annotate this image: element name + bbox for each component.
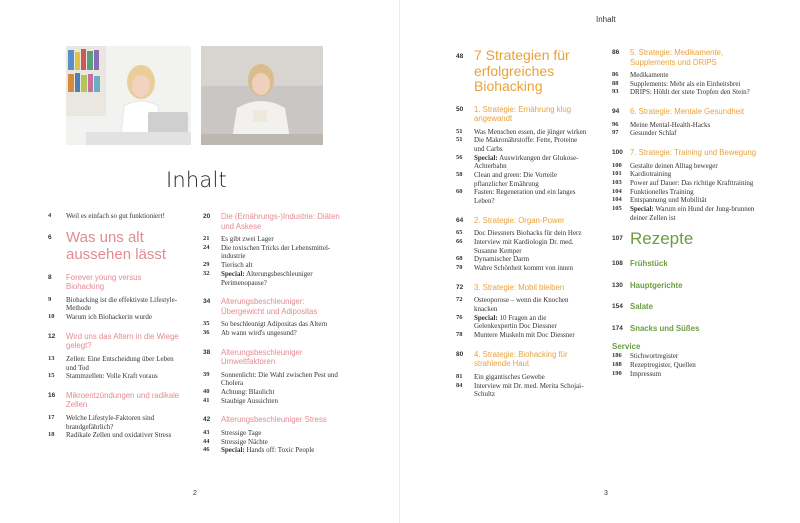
chapter-heading: Was uns alt aussehen lässt bbox=[66, 228, 167, 263]
toc-entry-text: Interview mit Dr. med. Merita Schojai-Schultz bbox=[474, 381, 584, 399]
page-ref: 64 bbox=[456, 216, 464, 224]
toc-entry-text: Warum ich Biohackerin wurde bbox=[66, 313, 152, 322]
page-ref: 103 bbox=[612, 178, 622, 186]
page-ref: 43 bbox=[203, 428, 210, 436]
toc-row-entry bbox=[456, 373, 588, 382]
running-header: Inhalt bbox=[596, 15, 616, 24]
toc-entry-text: Gesunder Schlaf bbox=[630, 129, 677, 138]
toc-entry-text: Die toxischen Tricks der Lebensmittel-industrie bbox=[221, 243, 331, 261]
section-heading: 5. Strategie: Medikamente, Supplements und DRIPS bbox=[630, 48, 724, 67]
entry-title: Hands off: Toxic People bbox=[244, 446, 315, 455]
toc-entry-text: Supplements: Mehr als ein Einheitsbrei bbox=[630, 79, 741, 88]
page-ref: 20 bbox=[203, 213, 211, 220]
toc-row-service bbox=[612, 343, 762, 352]
toc-entry-text: Die Makronährstoffe: Fette, Proteine und Carbs bbox=[474, 136, 578, 153]
page-ref: 60 bbox=[456, 188, 463, 196]
service-heading: Service bbox=[612, 342, 641, 352]
toc-row-h3 bbox=[612, 259, 762, 269]
page-ref: 188 bbox=[612, 360, 622, 368]
page-title: Inhalt bbox=[166, 168, 227, 192]
toc-row-entry bbox=[48, 296, 180, 313]
page-ref: 88 bbox=[612, 79, 619, 87]
section-heading: Die (Ernährungs-)Industrie: Diäten und Askese bbox=[221, 212, 340, 231]
toc-row-entry bbox=[456, 154, 588, 171]
page-ref: 186 bbox=[612, 352, 622, 360]
toc-row-entry bbox=[456, 136, 588, 153]
toc-row-entry bbox=[612, 121, 762, 130]
toc-row-entry bbox=[48, 414, 180, 431]
page-number-left: 2 bbox=[193, 490, 197, 497]
toc-entry-text: Funktionelles Training bbox=[630, 187, 694, 196]
toc-entry-text: Stressige Nächte bbox=[221, 437, 268, 446]
page-ref: 100 bbox=[612, 149, 623, 157]
page-ref: 34 bbox=[203, 298, 211, 306]
toc-entry-text: Muntere Muskeln mit Doc Diessner bbox=[474, 331, 575, 340]
toc-row-entry bbox=[203, 320, 345, 329]
chapter-heading: Rezepte bbox=[630, 229, 694, 249]
toc-column-left-1 bbox=[48, 212, 180, 440]
page-ref: 108 bbox=[612, 260, 623, 268]
section-heading: Alterungsbeschleuniger Stress bbox=[221, 415, 327, 425]
page-ref: 66 bbox=[456, 238, 463, 246]
toc-row-h2 bbox=[48, 273, 180, 292]
toc-row-entry bbox=[456, 331, 588, 340]
section-heading: 6. Strategie: Mentale Gesundheit bbox=[630, 107, 744, 117]
page-ref: 18 bbox=[48, 431, 55, 439]
toc-row-h2 bbox=[203, 212, 345, 231]
page-ref: 105 bbox=[612, 205, 622, 213]
toc-entry-text: Weil es einfach so gut funktioniert! bbox=[66, 212, 165, 220]
toc-row-entry bbox=[456, 382, 588, 399]
photo-woman-laptop bbox=[66, 46, 191, 145]
page-ref: 36 bbox=[203, 328, 210, 336]
page-ref: 76 bbox=[456, 313, 463, 321]
toc-row-entry bbox=[612, 170, 762, 179]
toc-row-h1 bbox=[48, 229, 180, 263]
page-ref: 68 bbox=[456, 255, 463, 263]
toc-row-entry bbox=[456, 314, 588, 331]
toc-entry-text: Es gibt zwei Lager bbox=[221, 235, 274, 243]
page-ref: 130 bbox=[612, 281, 623, 289]
toc-row-entry bbox=[612, 205, 762, 222]
toc-entry-text: DRIPS: Höhlt der stete Tropfen den Stein? bbox=[630, 88, 750, 97]
toc-entry-text: Tierisch alt bbox=[221, 261, 253, 270]
toc-entry-text: Medikamente bbox=[630, 71, 669, 79]
toc-entry-text bbox=[221, 446, 345, 455]
page-ref: 81 bbox=[456, 372, 463, 380]
page-ref: 39 bbox=[203, 370, 210, 378]
toc-entry-text: Biohacking ist die effektivste Lifestyle-Methode bbox=[66, 295, 178, 313]
toc-row-h2 bbox=[203, 348, 345, 367]
page-ref: 107 bbox=[612, 235, 623, 243]
page-ref: 154 bbox=[612, 303, 623, 311]
page-ref: 46 bbox=[203, 446, 210, 454]
page-ref: 44 bbox=[203, 437, 210, 445]
toc-entry-text: Kardiotraining bbox=[630, 170, 672, 179]
toc-entry-text: Power auf Dauer: Das richtige Krafttraining bbox=[630, 178, 754, 187]
toc-entry-text: Sonnenlicht: Die Wahl zwischen Pest und Cholera bbox=[221, 370, 338, 388]
toc-row-h1 bbox=[612, 230, 762, 247]
section-heading: 2. Strategie: Organ-Power bbox=[474, 215, 565, 225]
page-ref: 93 bbox=[612, 88, 619, 96]
page-ref: 86 bbox=[612, 71, 619, 78]
toc-row-entry bbox=[612, 162, 762, 171]
toc-entry-text: Clean and green: Die Vorteile pflanzlicher Ernährung bbox=[474, 171, 557, 188]
section-heading: 7. Strategie: Training und Bewegung bbox=[630, 148, 757, 158]
toc-row-entry bbox=[612, 361, 762, 370]
entry-title: Alterungsbeschleuniger Perimenopause? bbox=[221, 269, 313, 287]
section-heading: 4. Strategie: Biohacking für strahlende Haut bbox=[474, 349, 568, 369]
toc-row-h2 bbox=[456, 216, 588, 226]
special-label: Special: bbox=[221, 269, 245, 278]
toc-row-h2 bbox=[203, 415, 345, 425]
section-heading: Wird uns das Altern in die Wiege gelegt? bbox=[66, 331, 179, 351]
toc-row-entry bbox=[456, 128, 588, 137]
toc-entry-text: Osteoporose – wenn die Knochen knacken bbox=[474, 296, 569, 314]
toc-column-left-2 bbox=[203, 212, 345, 455]
toc-row-entry bbox=[203, 438, 345, 447]
page-ref: 78 bbox=[456, 331, 463, 339]
toc-entry-text: Fasten: Regeneration und ein langes Leben? bbox=[474, 188, 576, 206]
toc-row-entry bbox=[612, 188, 762, 197]
page-ref: 80 bbox=[456, 350, 464, 358]
page-ref: 13 bbox=[48, 354, 55, 362]
section-heading: 1. Strategie: Ernährung klug angewandt bbox=[474, 104, 572, 123]
recipe-category: Snacks und Süßes bbox=[630, 323, 700, 333]
page-ref: 6 bbox=[48, 233, 52, 241]
page-ref: 104 bbox=[612, 187, 622, 195]
toc-entry-text bbox=[630, 205, 762, 222]
toc-row-entry bbox=[48, 372, 180, 381]
page-ref: 17 bbox=[48, 413, 55, 421]
toc-entry-text: Achtung: Blaulicht bbox=[221, 388, 275, 397]
special-label: Special: bbox=[474, 313, 498, 322]
toc-row-entry bbox=[203, 261, 345, 270]
toc-entry-text: Entspannung und Mobilität bbox=[630, 196, 707, 205]
recipe-category: Hauptgerichte bbox=[630, 280, 683, 290]
page-ref: 58 bbox=[456, 171, 463, 179]
entry-title: Warum ein Hund der Jung-brunnen deiner Zellen ist bbox=[630, 205, 755, 222]
page-ref: 190 bbox=[612, 369, 622, 377]
page-ref: 42 bbox=[203, 416, 211, 424]
toc-row-entry bbox=[203, 446, 345, 455]
page-ref: 24 bbox=[203, 243, 210, 251]
page-ref: 4 bbox=[48, 212, 52, 219]
special-label: Special: bbox=[630, 205, 654, 214]
toc-entry-text: Ein gigantisches Gewebe bbox=[474, 372, 545, 381]
page-ref: 9 bbox=[48, 295, 52, 303]
special-label: Special: bbox=[221, 446, 245, 455]
toc-entry-text: Doc Diessners Biohacks für dein Herz bbox=[474, 229, 582, 238]
photo-woman-cup bbox=[201, 46, 323, 145]
section-heading: Alterungsbeschleuniger: Übergewicht und Adipositas bbox=[221, 297, 318, 316]
entry-title: 10 Fragen an die Gelenkexpertin Doc Diessner bbox=[474, 313, 557, 331]
toc-row-entry bbox=[48, 313, 180, 322]
toc-entry-text bbox=[474, 154, 588, 171]
toc-row-entry bbox=[456, 229, 588, 238]
page-ref: 72 bbox=[456, 283, 464, 291]
page-ref: 51 bbox=[456, 136, 463, 144]
page-ref: 35 bbox=[203, 320, 210, 328]
page-ref: 174 bbox=[612, 324, 623, 332]
toc-entry-text: Rezeptregister, Quellen bbox=[630, 360, 696, 369]
page-number-right: 3 bbox=[604, 490, 608, 497]
toc-row-entry bbox=[203, 429, 345, 438]
toc-row-entry bbox=[48, 212, 180, 221]
toc-row-entry bbox=[48, 431, 180, 440]
toc-row-entry bbox=[203, 371, 345, 388]
toc-row-h3 bbox=[612, 302, 762, 312]
page-ref: 38 bbox=[203, 348, 211, 356]
toc-row-entry bbox=[612, 370, 762, 379]
toc-row-entry bbox=[203, 329, 345, 338]
page-ref: 21 bbox=[203, 235, 210, 242]
toc-entry-text: Staubige Aussichten bbox=[221, 396, 278, 405]
toc-entry-text: Welche Lifestyle-Faktoren sind brandgefährlich? bbox=[66, 413, 155, 431]
toc-row-entry bbox=[48, 355, 180, 372]
toc-entry-text: Ab wann wird's ungesund? bbox=[221, 328, 297, 337]
entry-title: Auswirkungen der Glukose-Achterbahn bbox=[474, 153, 579, 171]
chapter-heading: 7 Strategien für erfolgreiches Biohacking bbox=[474, 47, 570, 94]
toc-entry-text: Impressum bbox=[630, 369, 662, 378]
section-heading: 3. Strategie: Mobil bleiben bbox=[474, 282, 565, 292]
toc-row-entry bbox=[203, 244, 345, 261]
toc-row-h2 bbox=[612, 148, 762, 158]
page-ref: 8 bbox=[48, 273, 52, 281]
toc-row-entry bbox=[456, 264, 588, 273]
page-ref: 65 bbox=[456, 229, 463, 237]
toc-row-h2 bbox=[612, 48, 762, 67]
toc-row-entry bbox=[612, 88, 762, 97]
page-ref: 10 bbox=[48, 313, 55, 321]
toc-entry-text: So beschleunigt Adipositas das Altern bbox=[221, 320, 328, 329]
toc-row-entry bbox=[612, 129, 762, 138]
page-ref: 41 bbox=[203, 396, 210, 404]
toc-row-entry bbox=[203, 235, 345, 244]
page-ref: 96 bbox=[612, 120, 619, 128]
toc-entry-text: Gestalte deinen Alltag beweger bbox=[630, 161, 718, 170]
toc-column-right-2 bbox=[612, 48, 762, 378]
page-ref: 94 bbox=[612, 108, 620, 116]
page-ref: 29 bbox=[203, 261, 210, 269]
toc-column-right-1 bbox=[456, 48, 588, 399]
page-ref: 100 bbox=[612, 161, 622, 169]
page-ref: 48 bbox=[456, 53, 464, 60]
toc-entry-text bbox=[221, 270, 345, 287]
toc-row-entry bbox=[612, 80, 762, 89]
toc-entry-text: Zellen: Eine Entscheidung über Leben und Tod bbox=[66, 354, 174, 372]
toc-row-entry bbox=[203, 270, 345, 287]
recipe-category: Salate bbox=[630, 302, 653, 312]
toc-entry-text bbox=[474, 314, 588, 331]
recipe-category: Frühstück bbox=[630, 259, 668, 269]
page-ref: 50 bbox=[456, 105, 464, 113]
toc-row-h2 bbox=[48, 332, 180, 351]
toc-row-entry bbox=[456, 188, 588, 205]
toc-entry-text: Stressige Tage bbox=[221, 428, 262, 437]
toc-entry-text: Stichwortregister bbox=[630, 352, 679, 361]
section-heading: Forever young versus Biohacking bbox=[66, 272, 142, 292]
toc-row-h3 bbox=[612, 324, 762, 334]
toc-row-entry bbox=[203, 388, 345, 397]
page-ref: 40 bbox=[203, 388, 210, 396]
toc-row-h2 bbox=[203, 297, 345, 316]
toc-row-entry bbox=[612, 352, 762, 361]
toc-row-entry bbox=[203, 397, 345, 406]
toc-entry-text: Wahre Schönheit kommt von innen bbox=[474, 264, 573, 273]
toc-row-entry bbox=[456, 171, 588, 188]
page-ref: 51 bbox=[456, 127, 463, 135]
toc-entry-text: Dynamischer Darm bbox=[474, 255, 530, 264]
toc-row-entry bbox=[456, 238, 588, 255]
toc-entry-text: Interview mit Kardiologin Dr. med. Susanne Kemper bbox=[474, 238, 574, 255]
special-label: Special: bbox=[474, 153, 498, 162]
toc-entry-text: Stammzellen: Volle Kraft voraus bbox=[66, 372, 158, 381]
toc-row-h2 bbox=[456, 105, 588, 124]
page-ref: 86 bbox=[612, 49, 620, 56]
toc-row-entry bbox=[456, 255, 588, 264]
right-page bbox=[400, 0, 800, 523]
toc-row-h3 bbox=[612, 281, 762, 291]
section-heading: Alterungsbeschleuniger Umweltfaktoren bbox=[221, 347, 303, 367]
toc-row-entry bbox=[612, 179, 762, 188]
toc-row-entry bbox=[612, 196, 762, 205]
toc-entry-text: Meine Mental-Health-Hacks bbox=[630, 120, 711, 129]
page-ref: 56 bbox=[456, 153, 463, 161]
toc-row-h2 bbox=[612, 107, 762, 117]
page-ref: 70 bbox=[456, 264, 463, 272]
page-ref: 16 bbox=[48, 391, 56, 399]
page-ref: 84 bbox=[456, 381, 463, 389]
toc-row-h2 bbox=[456, 350, 588, 369]
toc-row-entry bbox=[612, 71, 762, 80]
page-ref: 12 bbox=[48, 332, 56, 340]
section-heading: Mikroentzündungen und radikale Zellen bbox=[66, 390, 180, 410]
toc-row-h2 bbox=[456, 283, 588, 293]
page-ref: 32 bbox=[203, 269, 210, 277]
toc-row-entry bbox=[456, 296, 588, 313]
page-ref: 72 bbox=[456, 296, 463, 304]
toc-entry-text: Radikale Zellen und oxidativer Stress bbox=[66, 431, 172, 440]
toc-row-h2 bbox=[48, 391, 180, 410]
page-ref: 97 bbox=[612, 129, 619, 137]
toc-row-h1 bbox=[456, 48, 588, 95]
toc-entry-text: Was Menschen essen, die jünger wirken bbox=[474, 127, 587, 136]
page-ref: 15 bbox=[48, 372, 55, 380]
page-ref: 104 bbox=[612, 196, 622, 204]
page-ref: 101 bbox=[612, 170, 622, 178]
